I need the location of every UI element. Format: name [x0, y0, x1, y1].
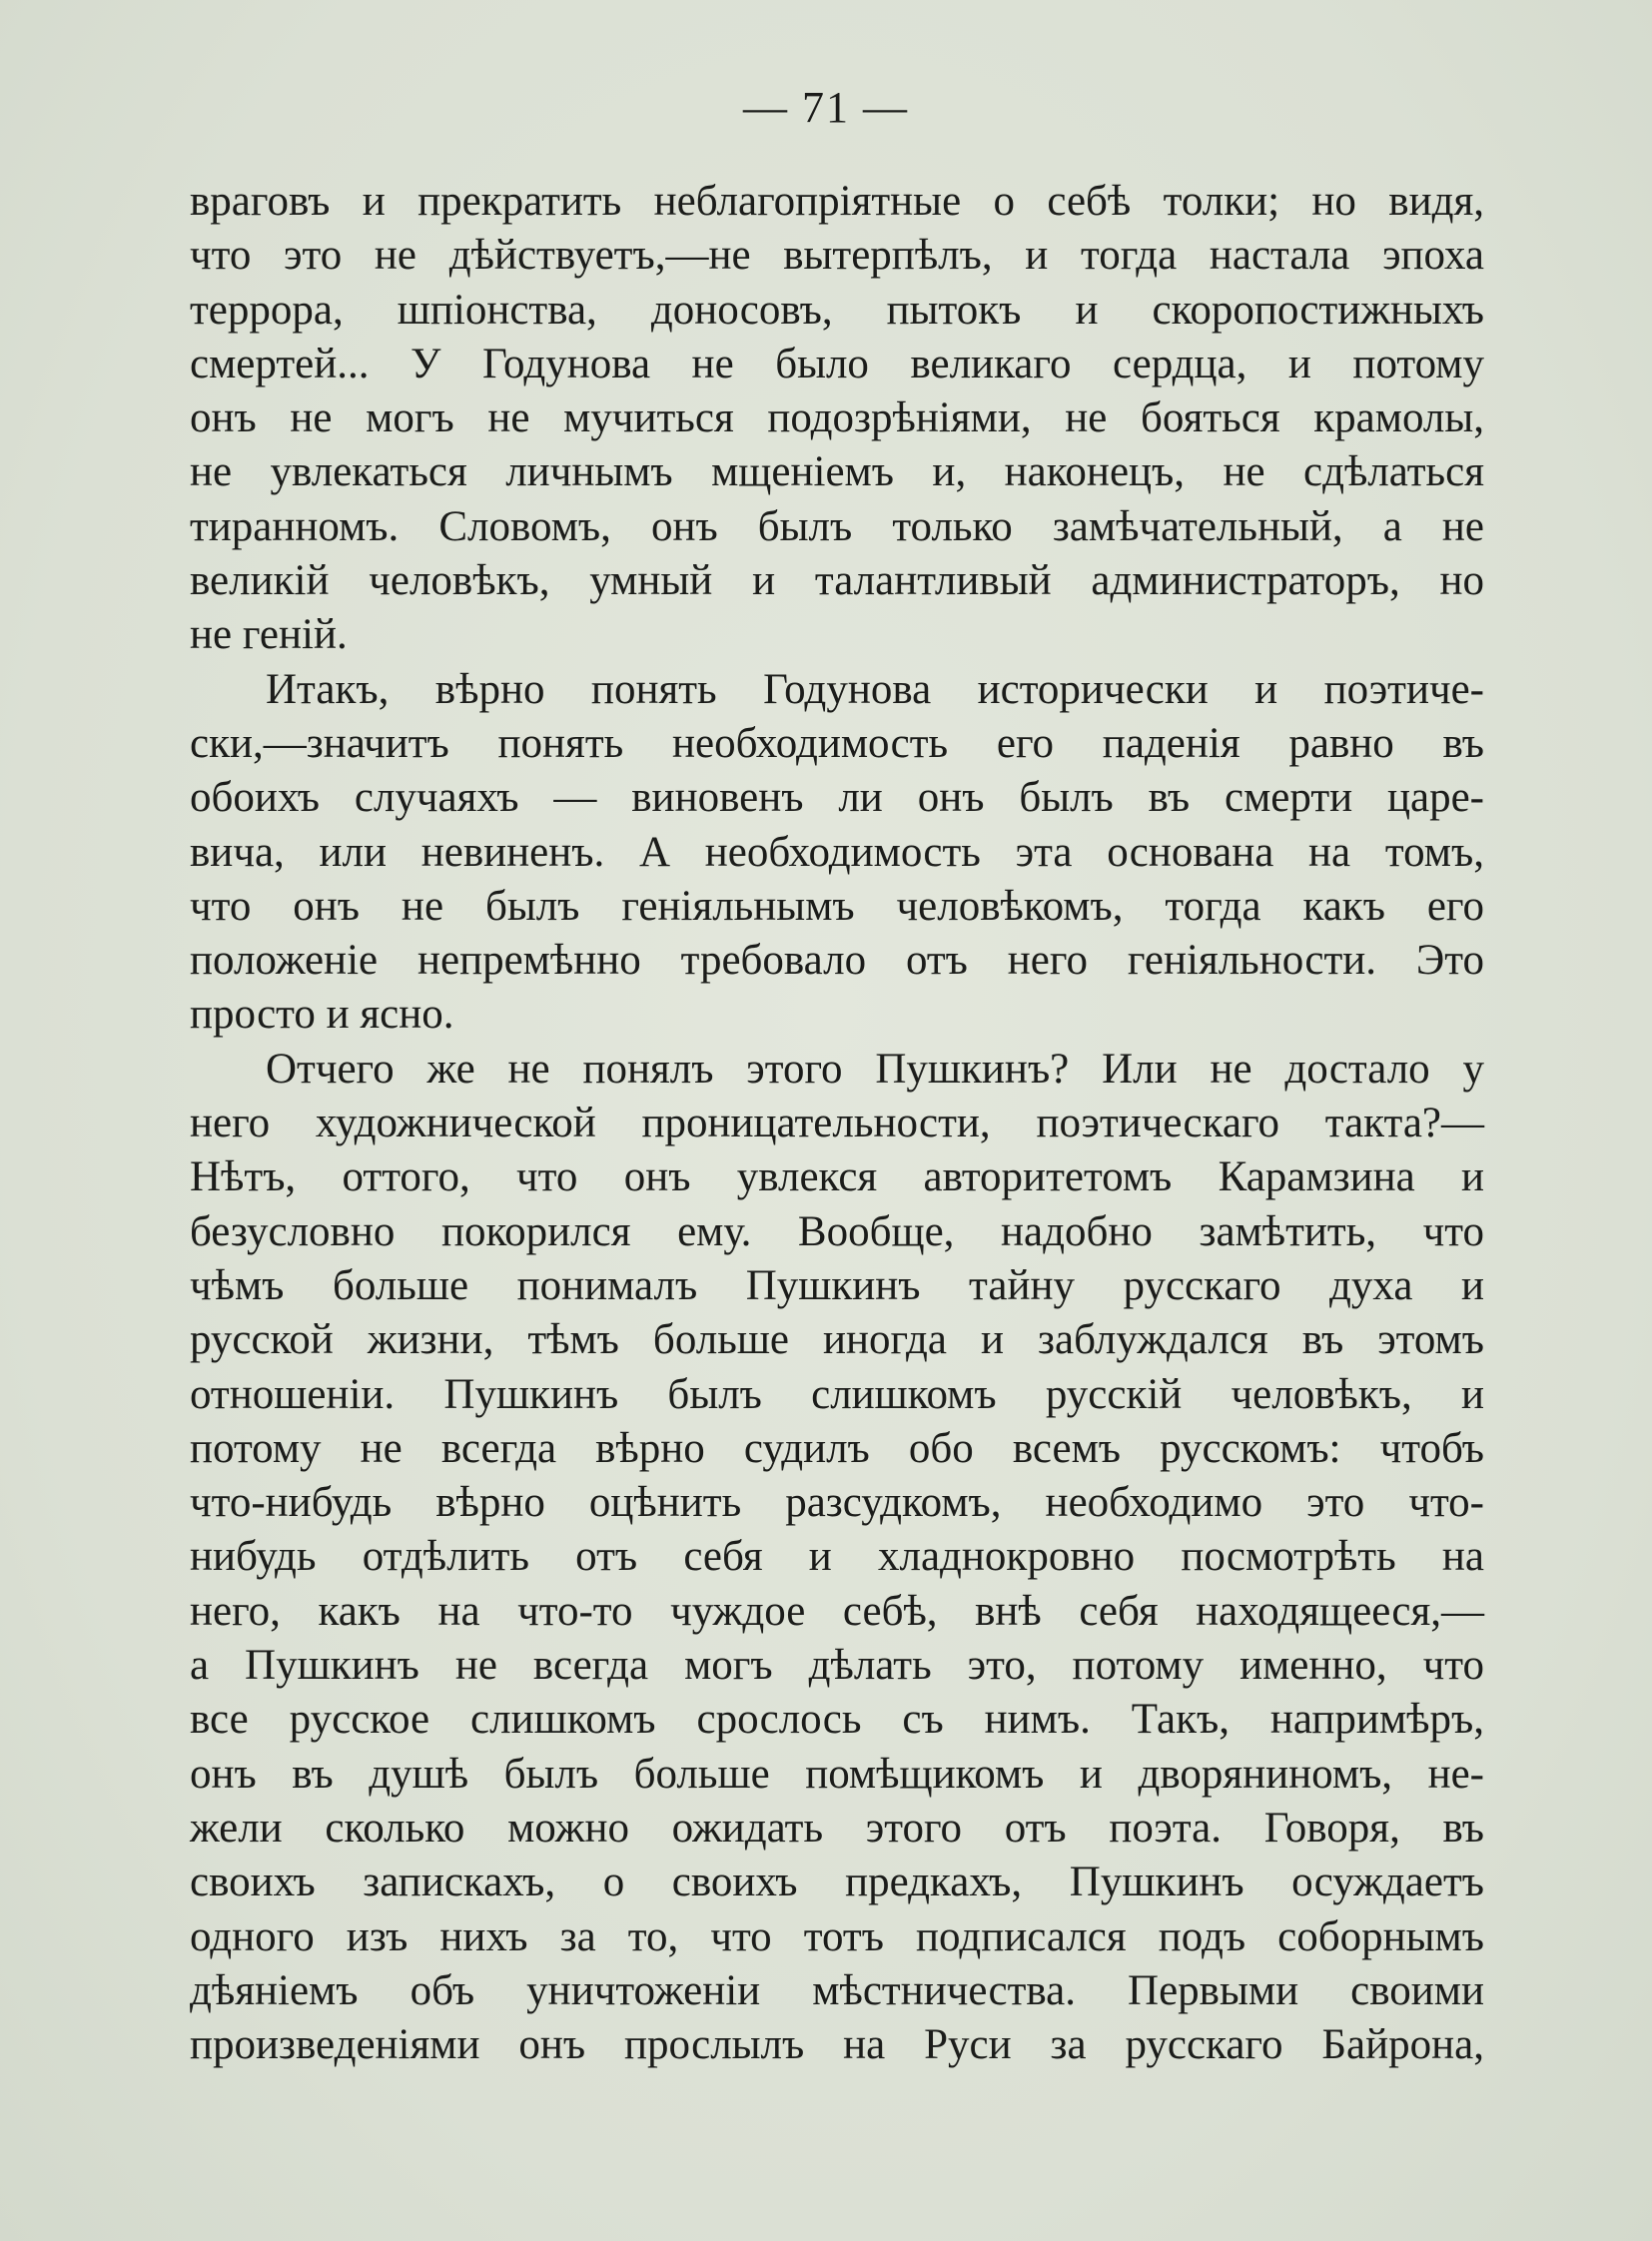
text-line: великій человѣкъ, умный и талантливый администраторъ, но: [190, 557, 1484, 605]
text-line: дѣяніемъ объ уничтоженіи мѣстничества. Первыми своими: [190, 1966, 1484, 2014]
text-line: жели сколько можно ожидать этого отъ поэта. Говоря, въ: [190, 1804, 1484, 1852]
text-line: потому не всегда вѣрно судилъ обо всемъ русскомъ: чтобъ: [190, 1424, 1484, 1472]
paragraph: [190, 175, 1484, 663]
text-line: него художнической проницательности, поэтическаго такта?—: [190, 1100, 1484, 1147]
text-line: что это не дѣйствуетъ,—не вытерпѣлъ, и тогда настала эпоха: [190, 232, 1484, 280]
text-line: что онъ не былъ геніяльнымъ человѣкомъ, тогда какъ его: [190, 882, 1484, 930]
text-line: Отчего же не понялъ этого Пушкинъ? Или не достало у: [266, 1045, 1484, 1093]
text-line: произведеніями онъ прослылъ на Руси за русскаго Байрона,: [190, 2021, 1484, 2069]
text-line: не геній.: [190, 611, 348, 659]
text-line: тиранномъ. Словомъ, онъ былъ только замѣчательный, а не: [190, 502, 1484, 550]
text-line: смертей... У Годунова не было великаго сердца, и потому: [190, 340, 1484, 387]
paragraph: [190, 1043, 1484, 2073]
paragraph: [190, 663, 1484, 1043]
text-line: вича, или невиненъ. А необходимость эта основана на томъ,: [190, 828, 1484, 876]
text-line: ски,—значитъ понять необходимость его паденія равно въ: [190, 719, 1484, 767]
text-line: просто и ясно.: [190, 991, 454, 1039]
text-line: безусловно покорился ему. Вообще, надобно замѣтить, что: [190, 1207, 1484, 1255]
text-line: отношеніи. Пушкинъ былъ слишкомъ русскій человѣкъ, и: [190, 1370, 1484, 1418]
text-line: а Пушкинъ не всегда могъ дѣлать это, потому именно, что: [190, 1642, 1484, 1690]
text-line: все русское слишкомъ срослось съ нимъ. Такъ, напримѣръ,: [190, 1696, 1484, 1744]
body-text: [190, 175, 1484, 2072]
text-line: русской жизни, тѣмъ больше иногда и заблуждался въ этомъ: [190, 1316, 1484, 1364]
text-line: онъ не могъ не мучиться подозрѣніями, не бояться крамолы,: [190, 394, 1484, 442]
text-line: обоихъ случаяхъ — виновенъ ли онъ былъ въ смерти царе-: [190, 774, 1484, 822]
text-line: террора, шпіонства, доносовъ, пытокъ и скоропостижныхъ: [190, 286, 1484, 334]
text-line: онъ въ душѣ былъ больше помѣщикомъ и дворяниномъ, не-: [190, 1750, 1484, 1798]
text-line: положеніе непремѣнно требовало отъ него геніяльности. Это: [190, 937, 1484, 985]
text-line: него, какъ на что-то чуждое себѣ, внѣ себя находящееся,—: [190, 1587, 1484, 1635]
text-line: своихъ запискахъ, о своихъ предкахъ, Пушкинъ осуждаетъ: [190, 1859, 1484, 1906]
text-line: что-нибудь вѣрно оцѣнить разсудкомъ, необходимо это что-: [190, 1479, 1484, 1527]
text-line: Нѣтъ, оттого, что онъ увлекся авторитетомъ Карамзина и: [190, 1153, 1484, 1201]
text-line: нибудь отдѣлить отъ себя и хладнокровно посмотрѣть на: [190, 1533, 1484, 1581]
page-number: — 71 —: [743, 83, 909, 132]
text-line: одного изъ нихъ за то, что тотъ подписался подъ соборнымъ: [190, 1912, 1484, 1960]
text-line: враговъ и прекратить неблагопріятные о себѣ толки; но видя,: [190, 178, 1484, 225]
text-line: чѣмъ больше понималъ Пушкинъ тайну русскаго духа и: [190, 1261, 1484, 1309]
text-line: не увлекаться личнымъ мщеніемъ и, наконецъ, не сдѣлаться: [190, 448, 1484, 496]
text-line: Итакъ, вѣрно понять Годунова исторически и поэтиче-: [266, 665, 1484, 713]
